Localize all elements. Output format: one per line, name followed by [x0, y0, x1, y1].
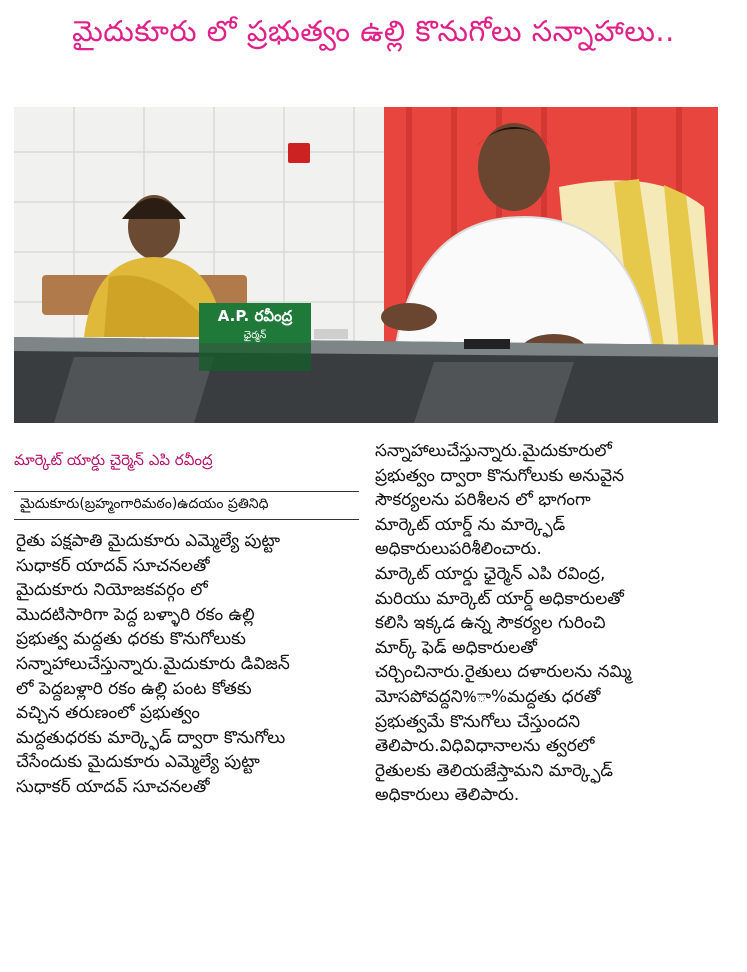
- article-line: లో పెద్దబళ్లారి రకం ఉల్లి పంట కోతకు: [16, 678, 252, 699]
- headline: మైదుకూరు లో ప్రభుత్వం ఉల్లి కొనుగోలు సన్నాహాలు..: [72, 14, 675, 48]
- article-line: సుధాకర్ యాదవ్ సూచనలతో: [16, 555, 210, 576]
- article-line: మద్దతుధరకు మార్క్ఫెడ్ ద్వారా కొనుగోలు: [16, 727, 286, 748]
- article-line: కలిసి ఇక్కడ ఉన్న సౌకర్యల గురించి: [375, 613, 606, 634]
- article-line: మొదటిసారిగా పెద్ద బళ్ళారి రకం ఉల్లి: [16, 604, 255, 625]
- nameplate-title: ఛైర్మన్: [243, 330, 267, 341]
- nameplate-name: A.P. రవీంద్ర: [217, 307, 293, 325]
- article-line: తెలిపారు.విధివిధానాలను త్వరలో: [375, 736, 595, 757]
- article-line: మైదుకూరు నియోజకవర్గం లో: [16, 580, 208, 601]
- article-line: సన్నాహాలుచేస్తున్నారు.మైదుకూరులో: [375, 441, 612, 461]
- photo-caption: మార్కెట్ యార్డు చైర్మెన్ ఎపి రవీంద్ర: [14, 451, 213, 469]
- article-line: వచ్చిన తరుణంలో ప్రభుత్వం: [16, 703, 200, 724]
- article-line: రైతు పక్షపాతి మైదుకూరు ఎమ్మెల్యే పుట్టా: [16, 531, 281, 551]
- article-line: చేసేందుకు మైదుకూరు ఎమ్మెల్యే పుట్టా: [16, 752, 260, 773]
- article-column-left: [16, 529, 361, 800]
- news-photo: [14, 107, 718, 423]
- article-line: మార్కెట్ యార్డ్ ను మార్క్ఫెడ్: [375, 514, 566, 535]
- article-line: మార్కెట్ యార్డు ఛైర్మెన్ ఎపి రవింద్ర,: [375, 563, 606, 584]
- article-line: సౌకర్యలను పరిశీలన లో భాగంగా: [375, 490, 591, 511]
- article-line: మార్క్ ఫెడ్ అధికారులతో: [375, 637, 537, 658]
- article-line: ప్రభుత్వమే కొనుగోలు చేస్తుందని: [375, 711, 581, 732]
- article-line: అధికారులుపరిశీలించారు.: [375, 539, 542, 560]
- article-line: మోసపోవద్దని%ా%మద్దతు ధరతో: [375, 686, 601, 707]
- article-line: రైతులకు తెలియజేస్తామని మార్క్ఫెడ్: [375, 760, 614, 781]
- article-line: సుధాకర్ యాదవ్ సూచనలతో: [16, 776, 210, 797]
- article-column-right: [375, 439, 735, 808]
- byline: మైదుకూరు(బ్రహ్మంగారిమఠం)ఉదయం ప్రతినిధి: [14, 491, 359, 520]
- article-line: అధికారులు తెలిపారు.: [375, 785, 520, 806]
- article-line: ప్రభుత్వ మద్దతు ధరకు కొనుగోలుకు: [16, 629, 246, 650]
- article-line: సన్నాహాలుచేస్తున్నారు.మైదుకూరు డివిజన్: [16, 653, 290, 674]
- article-line: మరియు మార్కెట్ యార్డ్ అధికారులతో: [375, 588, 624, 609]
- article-line: చర్చించినారు.రైతులు దళారులను నమ్మి: [375, 662, 632, 683]
- article-line: ప్రభుత్వం ద్వారా కొనుగోలుకు అనువైన: [375, 465, 625, 486]
